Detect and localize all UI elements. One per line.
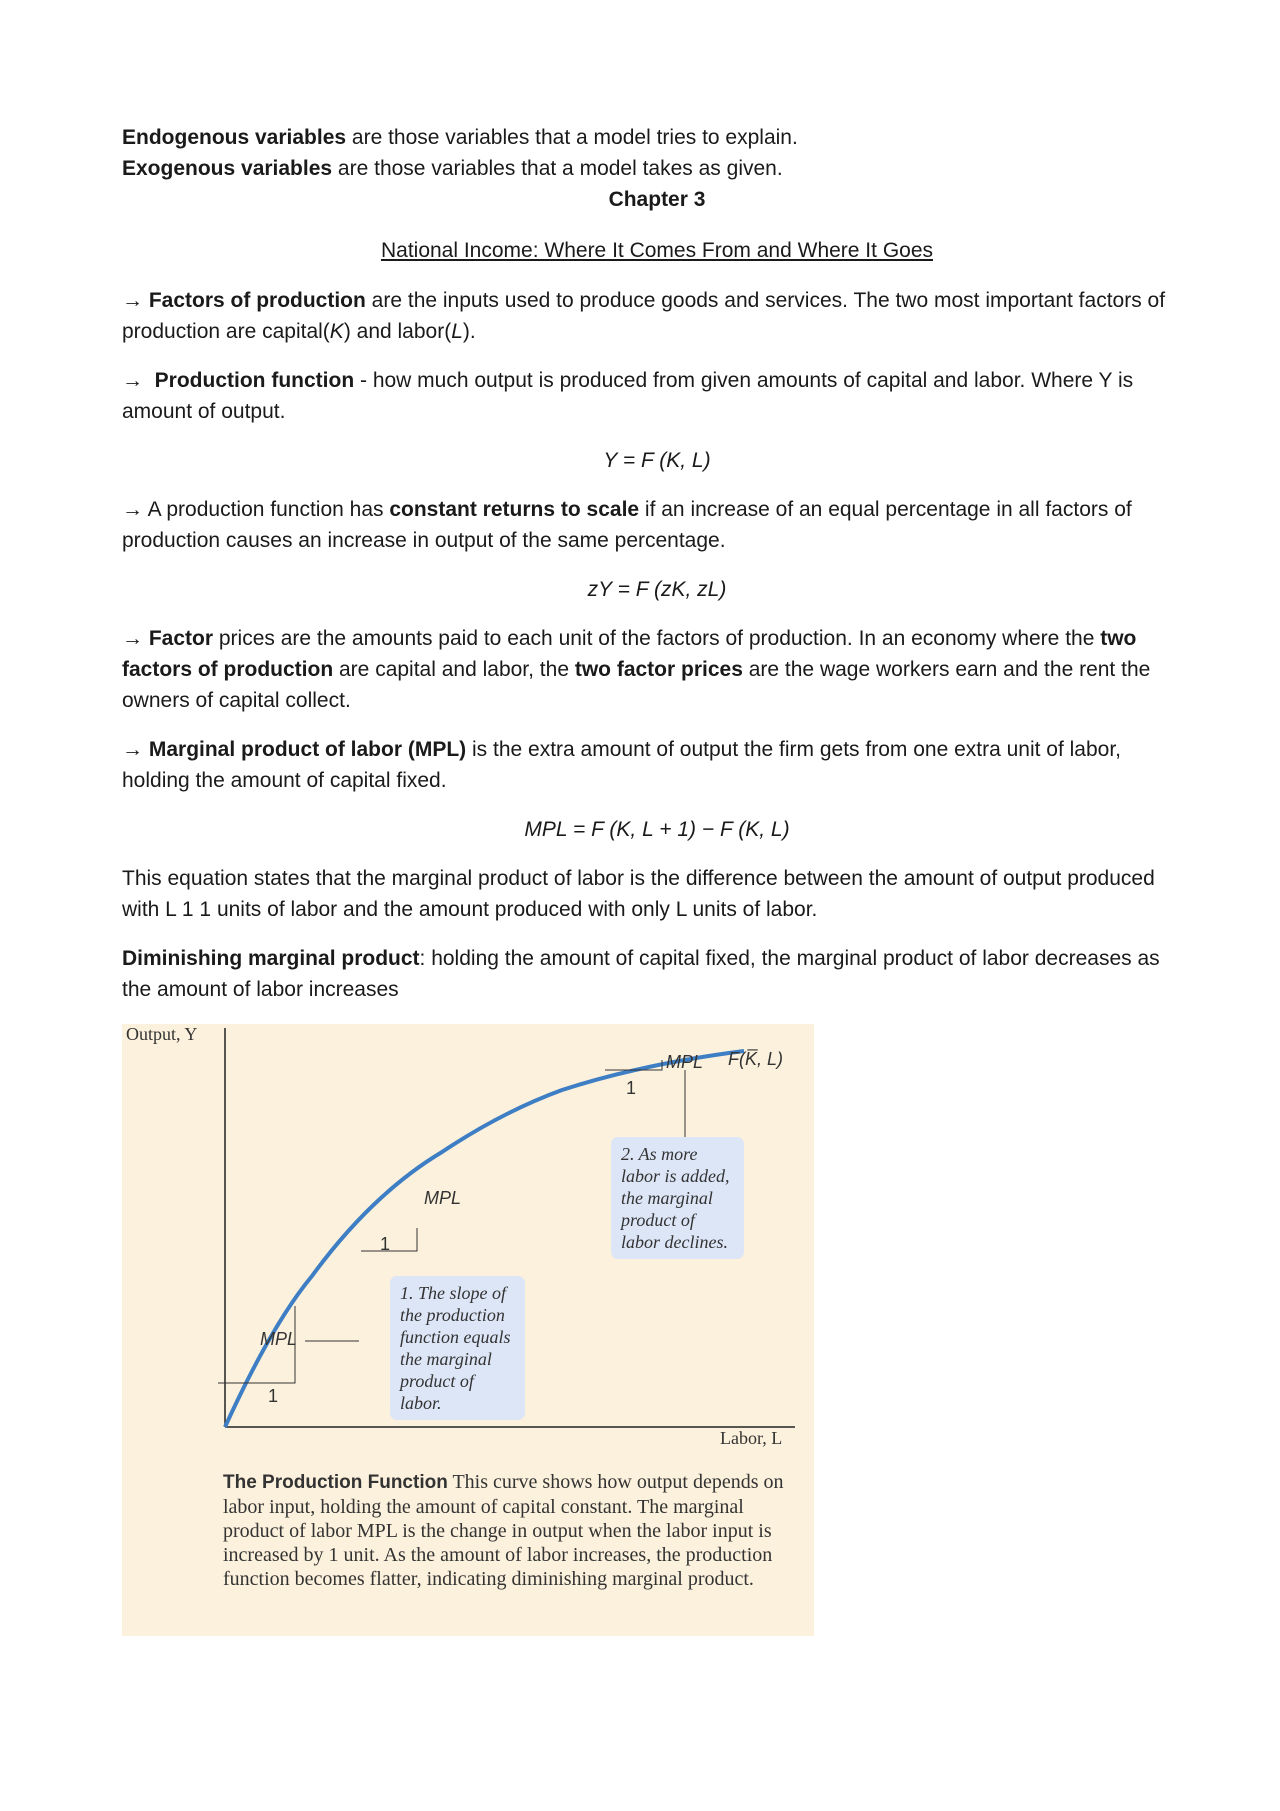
one-label-low: 1 (268, 1386, 279, 1406)
arrow-icon: → (122, 498, 143, 521)
chapter-title: National Income: Where It Comes From and Where It Goes (380, 239, 934, 262)
crs-paragraph: → A production function has constant returns to scale if an increase of an equal percentage in all factors of production causes an increase in output of the same percentage. (122, 498, 1132, 552)
factor-prices-paragraph: → Factor prices are the amounts paid to each unit of the factors of production. In an economy where the two factors of production are capital and labor, the two factor prices are the wage workers earn and the rent the owners of capital collect. (122, 627, 1151, 712)
diminishing-paragraph: Diminishing marginal product: holding the amount of capital fixed, the marginal product of labor decreases as the amount of labor increases (122, 947, 1160, 1001)
curve-label: F(K̅, L) (728, 1049, 784, 1069)
factors-paragraph: → Factors of production are the inputs used to produce goods and services. The two most important factors of production are capital(K) and labor(L). (122, 289, 1166, 343)
mpl-label-high: MPL (666, 1052, 704, 1072)
equation-crs: zY = F (zK, zL) (587, 578, 727, 601)
mpl-paragraph: → Marginal product of labor (MPL) is the extra amount of output the firm gets from one extra unit of labor, holding the amount of capital fixed. (122, 738, 1122, 792)
document-body (122, 122, 1192, 1005)
production-function-paragraph: → Production function - how much output is produced from given amounts of capital and labor. Where Y is amount of output. (122, 369, 1134, 423)
arrow-icon: → (122, 289, 143, 312)
mpl-label-low: MPL (260, 1329, 298, 1349)
x-axis-label: Labor, L (720, 1428, 783, 1448)
arrow-icon: → (122, 738, 143, 761)
y-axis-label: Output, Y (126, 1024, 198, 1044)
figure-caption: The Production Function This curve shows how output depends on labor input, holding the amount of capital constant. The marginal product of labor MPL is the change in output when the labor input is increased by 1 unit. As the amount of labor increases, the production function becomes flatter, indicating diminishing marginal product. (223, 1471, 784, 1590)
slope-callout: 1. The slope of the production function equals the marginal product of labor. (390, 1276, 525, 1420)
one-label-high: 1 (626, 1078, 637, 1098)
chapter-heading: Chapter 3 (608, 188, 706, 211)
endogenous-definition: Endogenous variables are those variables that a model tries to explain. (122, 126, 798, 149)
diminishing-callout: 2. As more labor is added, the marginal product of labor declines. (611, 1137, 744, 1259)
mpl-label-mid: MPL (424, 1188, 462, 1208)
exogenous-definition: Exogenous variables are those variables that a model takes as given. (122, 157, 783, 180)
arrow-icon: → (122, 369, 143, 392)
mpl-explanation: This equation states that the marginal product of labor is the difference between the amount of output produced with L 1 1 units of labor and the amount produced with only L units of labor. (122, 867, 1155, 921)
equation-mpl: MPL = F (K, L + 1) − F (K, L) (524, 818, 790, 841)
one-label-mid: 1 (380, 1234, 391, 1254)
production-function-figure (122, 1024, 814, 1636)
equation-production: Y = F (K, L) (603, 449, 711, 472)
arrow-icon: → (122, 627, 143, 650)
